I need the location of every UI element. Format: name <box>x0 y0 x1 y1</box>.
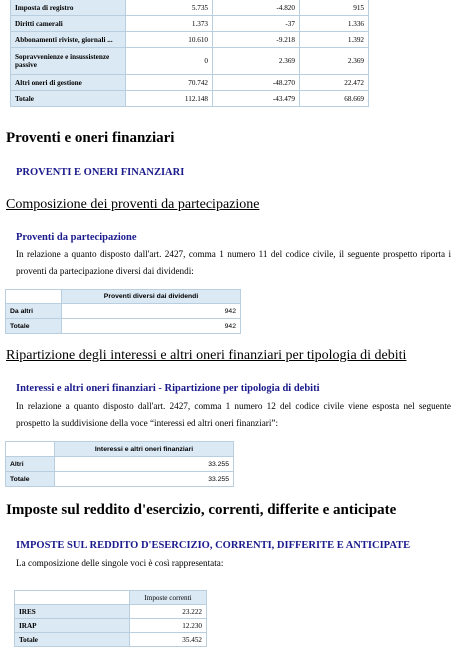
table-row-value: 33.255 <box>55 472 234 487</box>
table-row-value-1: 70.742 <box>126 75 213 91</box>
table-row-label: Da altri <box>6 304 62 319</box>
subheading-ripartizione: Ripartizione degli interessi e altri oneri finanziari per tipologia di debiti <box>6 348 407 363</box>
table-row-label: Sopravvenienze e insussistenze passive <box>11 48 126 75</box>
table-row-value-2: 2.369 <box>213 48 300 75</box>
table-row-label: IRES <box>15 605 130 619</box>
table-row-value: 23.222 <box>130 605 207 619</box>
table-row-label: Totale <box>6 319 62 334</box>
table-row <box>11 32 369 48</box>
table-row-value-1: 1.373 <box>126 16 213 32</box>
table-row-label: Totale <box>6 472 55 487</box>
blue-title-imposte: IMPOSTE SUL REDDITO D'ESERCIZIO, CORRENTI, DIFFERITE E ANTICIPATE <box>16 540 411 551</box>
oneri-diversi-table <box>10 0 369 107</box>
table-row-value-1: 0 <box>126 48 213 75</box>
table-row-value-2: -9.218 <box>213 32 300 48</box>
table-row <box>11 75 369 91</box>
paragraph-imposte: La composizione delle singole voci è così rappresentata: <box>16 558 224 568</box>
table-row-value-3: 2.369 <box>300 48 369 75</box>
table-row-value-1: 5.735 <box>126 0 213 16</box>
imposte-header: Imposte correnti <box>130 591 207 605</box>
table-row-value: 12.230 <box>130 619 207 633</box>
table-row-label: Altri <box>6 457 55 472</box>
table-row-value: 942 <box>62 319 241 334</box>
blue-title-interessi: Interessi e altri oneri finanziari - Ripartizione per tipologia di debiti <box>16 383 320 394</box>
blue-title-proventi: PROVENTI E ONERI FINANZIARI <box>16 167 185 178</box>
table-row-label: Totale <box>15 633 130 647</box>
table-row-label: Diritti camerali <box>11 16 126 32</box>
table-row-value-2: -4.820 <box>213 0 300 16</box>
table-row-value-2: -37 <box>213 16 300 32</box>
table-row-label: IRAP <box>15 619 130 633</box>
interessi-header: Interessi e altri oneri finanziari <box>55 442 234 457</box>
table-row <box>11 48 369 75</box>
table-row-value-2: -48.270 <box>213 75 300 91</box>
proventi-diversi-header: Proventi diversi dai dividendi <box>62 290 241 304</box>
table-row-value: 942 <box>62 304 241 319</box>
imposte-table <box>14 590 207 647</box>
section-heading-proventi: Proventi e oneri finanziari <box>6 130 175 146</box>
table-row-value: 35.452 <box>130 633 207 647</box>
table-row-label: Altri oneri di gestione <box>11 75 126 91</box>
table-row-value-2: -43.479 <box>213 91 300 107</box>
table-row-value-3: 22.472 <box>300 75 369 91</box>
table-row-value-1: 112.148 <box>126 91 213 107</box>
section-heading-imposte: Imposte sul reddito d'esercizio, correnti, differite e anticipate <box>6 502 397 518</box>
table-row <box>11 91 369 107</box>
proventi-diversi-table <box>5 289 241 334</box>
table-row-label: Totale <box>11 91 126 107</box>
blue-title-proventi-partecipazione: Proventi da partecipazione <box>16 232 137 243</box>
table-row-value: 33.255 <box>55 457 234 472</box>
interessi-table <box>5 441 234 487</box>
paragraph-proventi: In relazione a quanto disposto dall'art. 2427, comma 1 numero 11 del codice civile, il seguente prospetto riporta i proventi da partecipazione diversi dai dividendi: <box>16 249 451 276</box>
table-row-value-3: 1.392 <box>300 32 369 48</box>
subheading-composizione: Composizione dei proventi da partecipazione <box>6 197 260 212</box>
table-row-value-3: 915 <box>300 0 369 16</box>
table-row <box>11 0 369 16</box>
table-row-label: Imposta di registro <box>11 0 126 16</box>
paragraph-interessi: In relazione a quanto disposto dall'art. 2427, comma 1 numero 12 del codice civile viene esposta nel seguente prospetto la suddivisione della voce “interessi ed altri oneri finanziari”: <box>16 401 451 428</box>
table-row-value-1: 10.610 <box>126 32 213 48</box>
table-row-value-3: 68.669 <box>300 91 369 107</box>
table-row-label: Abbonamenti riviste, giornali ... <box>11 32 126 48</box>
table-row-value-3: 1.336 <box>300 16 369 32</box>
table-row <box>11 16 369 32</box>
